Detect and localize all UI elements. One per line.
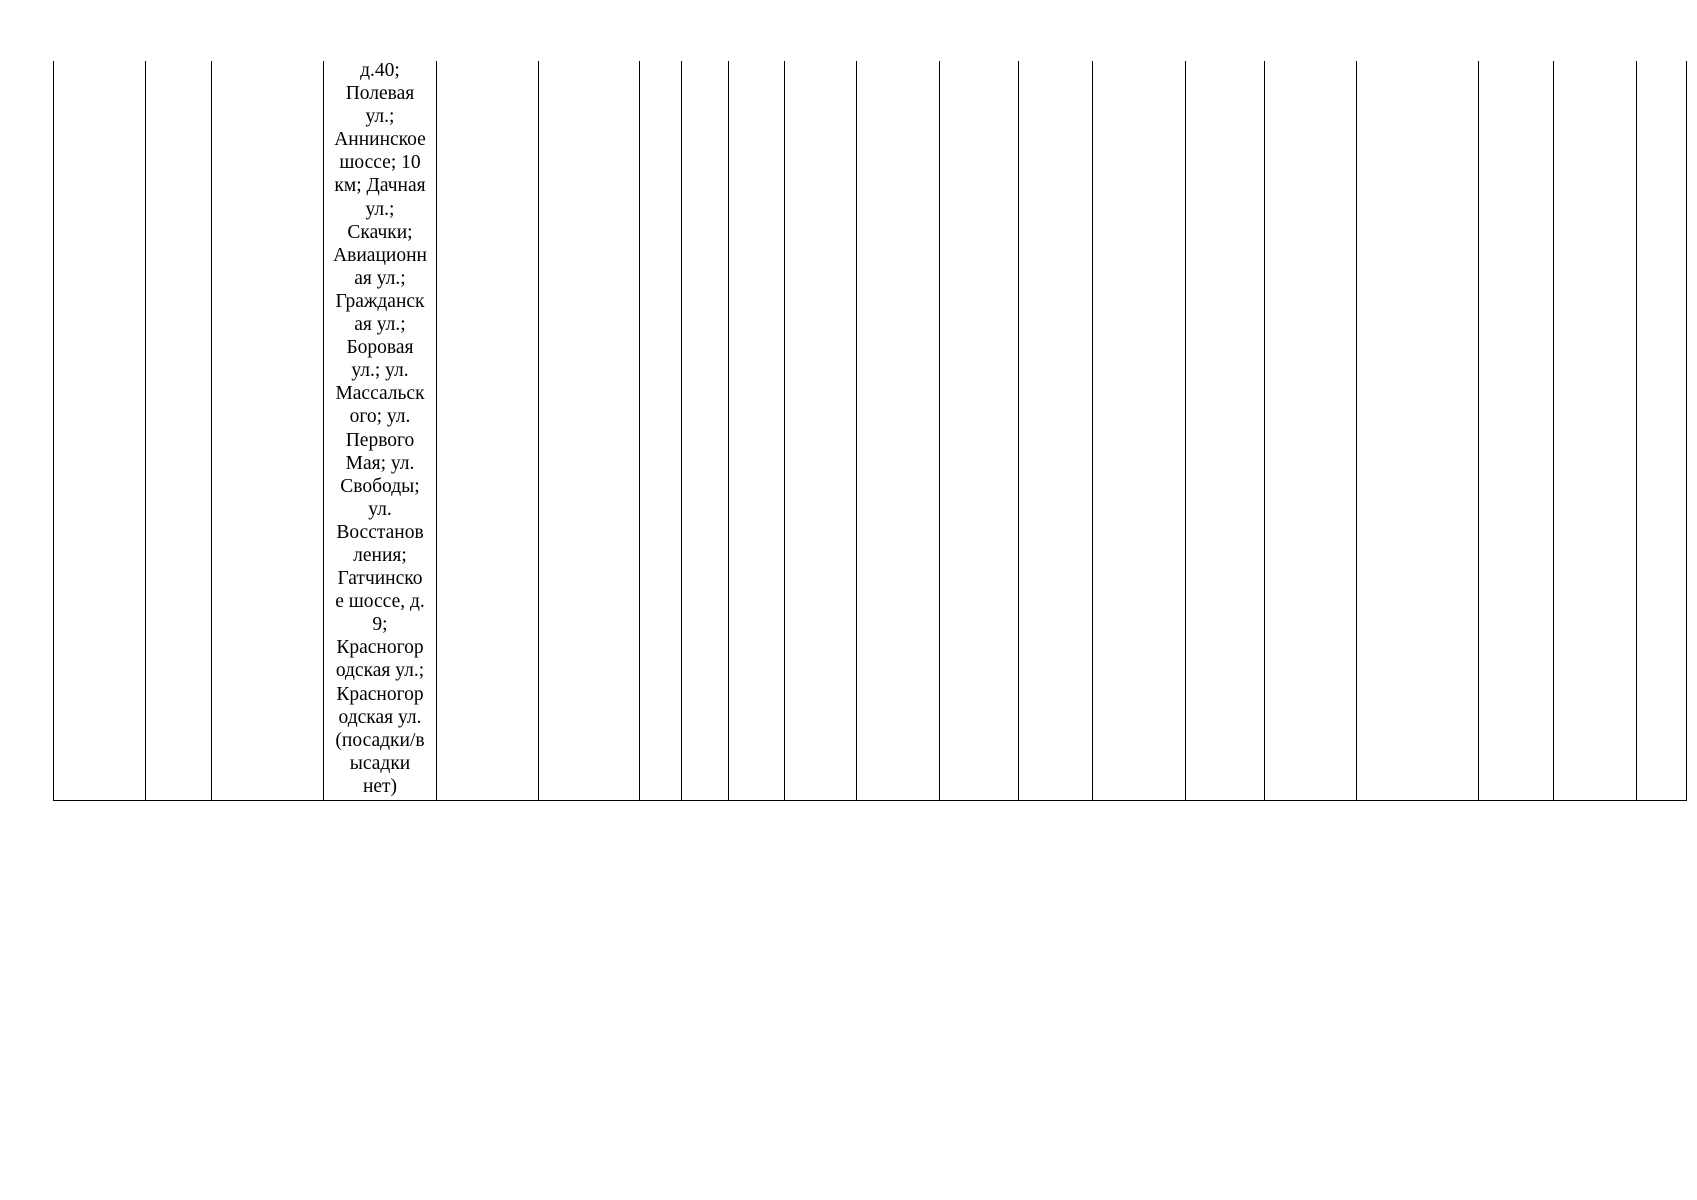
route-stops-line: ысадки xyxy=(349,752,411,774)
table-cell-12 xyxy=(940,61,1019,801)
table-cell-10 xyxy=(785,61,857,801)
table-cell-16 xyxy=(1265,61,1357,801)
route-stops-line: Массальск xyxy=(335,383,425,405)
route-stops-line: (посадки/в xyxy=(335,729,425,751)
table-cell-1 xyxy=(54,61,146,801)
table-cell-3 xyxy=(212,61,324,801)
route-stops-cell xyxy=(324,61,437,801)
route-stops-line: Красногор xyxy=(336,637,424,659)
route-stops-line: ул.; xyxy=(365,106,395,128)
route-stops-line: нет) xyxy=(362,775,398,797)
route-stops-line: одская ул.; xyxy=(335,660,425,682)
table-cell-17 xyxy=(1357,61,1479,801)
route-stops-line: Первого xyxy=(345,429,415,451)
table-cell-8 xyxy=(682,61,729,801)
route-stops-line: Гражданск xyxy=(335,290,425,312)
table-cell-18 xyxy=(1479,61,1554,801)
route-stops-line: Мая; ул. xyxy=(345,452,415,474)
table-cell-11 xyxy=(857,61,940,801)
route-stops-line: ул. xyxy=(368,498,392,520)
table-cell-5 xyxy=(437,61,539,801)
table-cell-13 xyxy=(1019,61,1093,801)
route-table-continuation xyxy=(53,61,1687,801)
route-stops-line: д.40; xyxy=(360,60,400,81)
route-stops-line: одская ул. xyxy=(338,706,422,728)
table-cell-6 xyxy=(539,61,640,801)
route-stops-line: ого; ул. xyxy=(349,406,411,428)
table-cell-20 xyxy=(1637,61,1687,801)
table-row xyxy=(54,61,1687,801)
route-stops-line: Авиационн xyxy=(333,244,427,266)
route-stops-line: Аннинское xyxy=(334,129,426,151)
route-stops-line: ул.; ул. xyxy=(351,360,409,382)
route-stops-line: 9; xyxy=(372,614,388,636)
route-stops-line: Полевая xyxy=(345,83,415,105)
route-stops-line: ая ул.; xyxy=(354,314,406,336)
table-cell-2 xyxy=(146,61,212,801)
route-stops-line: км; Дачная xyxy=(334,175,426,197)
table-cell-15 xyxy=(1186,61,1265,801)
table-cell-14 xyxy=(1093,61,1186,801)
table-cell-9 xyxy=(729,61,785,801)
table-cell-7 xyxy=(640,61,682,801)
route-stops-line: Восстанов xyxy=(336,521,424,543)
route-stops-line: ления; xyxy=(353,544,407,566)
table-cell-19 xyxy=(1554,61,1637,801)
route-stops-line: ая ул.; xyxy=(354,267,406,289)
route-stops-line: е шоссе, д. xyxy=(335,591,425,613)
route-stops-line: Гатчинско xyxy=(337,568,423,590)
route-stops-line: Скачки; xyxy=(347,221,413,243)
route-stops-line: Боровая xyxy=(346,337,414,359)
route-stops-line: ул.; xyxy=(365,198,395,220)
route-stops-line: Красногор xyxy=(336,683,424,705)
route-stops-line: Свободы; xyxy=(340,475,420,497)
route-stops-text xyxy=(324,59,436,798)
route-stops-line: шоссе; 10 xyxy=(339,152,421,174)
